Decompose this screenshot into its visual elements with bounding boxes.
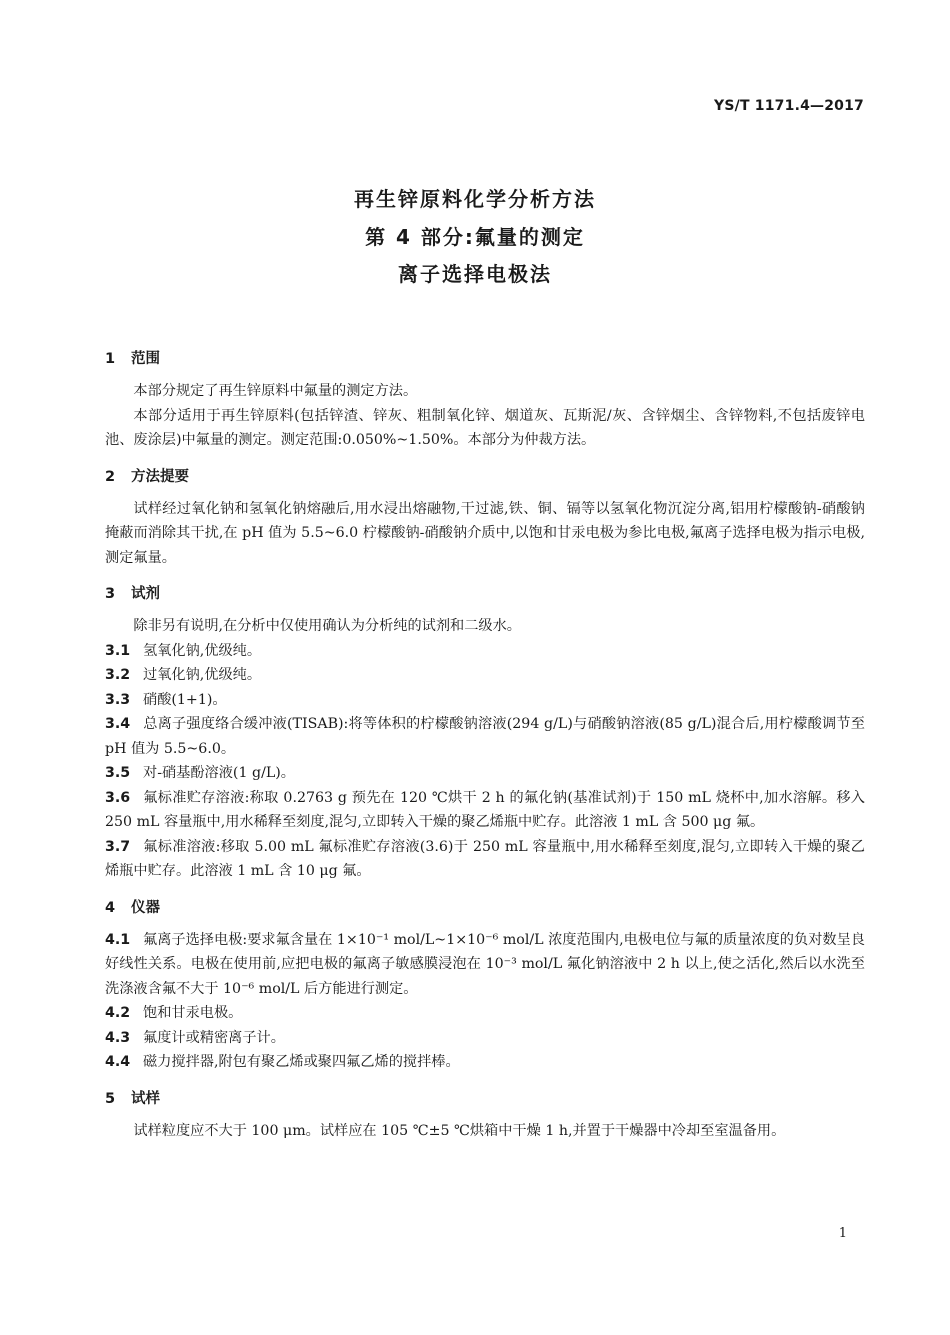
section-number: 4 [105, 899, 116, 916]
section-number: 5 [105, 1090, 116, 1107]
clause-text: 硝酸(1+1)。 [143, 691, 227, 708]
clause-4-4 [105, 1050, 865, 1075]
clause-3-5 [105, 761, 865, 786]
standard-code: YS/T 1171.4—2017 [714, 98, 864, 114]
clause-3-1 [105, 639, 865, 664]
clause-text: 对-硝基酚溶液(1 g/L)。 [143, 765, 295, 781]
section-number: 1 [105, 351, 116, 367]
clause-number: 4.4 [105, 1054, 131, 1070]
section-1-heading [105, 347, 865, 371]
clause-number: 3.5 [105, 765, 131, 781]
section-title: 范围 [131, 351, 160, 367]
clause-number: 4.3 [105, 1029, 131, 1046]
clause-text: 总离子强度络合缓冲液(TISAB):将等体积的柠檬酸钠溶液(294 g/L)与硝酸钠溶液(85 g/L)混合后,用柠檬酸调节至 pH 值为 5.5~6.0。 [105, 716, 865, 757]
section-3-heading [105, 582, 865, 606]
clause-number: 3.2 [105, 667, 131, 683]
clause-4-1 [105, 928, 865, 1002]
section-title: 试剂 [131, 586, 160, 602]
clause-text: 氟离子选择电极:要求氟含量在 1×10⁻¹ mol/L~1×10⁻⁶ mol/L 浓度范围内,电极电位与氟的质量浓度的负对数呈良好线性关系。电极在使用前,应把电极的氟离子敏感膜浸泡在 10⁻³ mol/L 氟化钠溶液中 2 h 以上,使之活化,然后以水洗至洗涤液含氟不大于 10⁻⁶ mol/L 后方能进行测定。 [105, 931, 865, 997]
paragraph: 除非另有说明,在分析中仅使用确认为分析纯的试剂和二级水。 [133, 618, 521, 634]
clause-text: 氟标准溶液:移取 5.00 mL 氟标准贮存溶液(3.6)于 250 mL 容量瓶中,用水稀释至刻度,混匀,立即转入干燥的聚乙烯瓶中贮存。此溶液 1 mL 含 10 μg 氟。 [105, 838, 865, 879]
clause-3-7 [105, 835, 865, 884]
clause-text: 饱和甘汞电极。 [143, 1005, 243, 1021]
clause-number: 3.3 [105, 691, 131, 708]
clause-3-3 [105, 688, 865, 713]
clause-3-6 [105, 786, 865, 835]
section-5-heading [105, 1087, 865, 1111]
clause-text: 过氧化钠,优级纯。 [143, 667, 262, 683]
paragraph: 本部分规定了再生锌原料中氟量的测定方法。 [133, 383, 418, 399]
section-title: 仪器 [131, 899, 160, 916]
clause-4-3 [105, 1026, 865, 1051]
section-2-heading [105, 465, 865, 489]
section-number: 2 [105, 468, 116, 485]
page-number: 1 [838, 1226, 847, 1241]
section-title: 方法提要 [131, 468, 189, 485]
clause-3-2 [105, 663, 865, 688]
document-body [105, 347, 865, 1143]
clause-text: 磁力搅拌器,附包有聚乙烯或聚四氟乙烯的搅拌棒。 [143, 1054, 460, 1070]
paragraph: 试样经过氧化钠和氢氧化钠熔融后,用水浸出熔融物,干过滤,铁、铜、镉等以氢氧化物沉淀分离,铝用柠檬酸钠-硝酸钠掩蔽而消除其干扰,在 pH 值为 5.5~6.0 柠檬酸钠-硝酸钠介质中,以饱和甘汞电极为参比电极,氟离子选择电极为指示电极,测定氟量。 [105, 500, 865, 566]
clause-number: 4.1 [105, 931, 131, 948]
clause-number: 4.2 [105, 1005, 131, 1021]
paragraph: 本部分适用于再生锌原料(包括锌渣、锌灰、粗制氧化锌、烟道灰、瓦斯泥/灰、含锌烟尘、含锌物料,不包括废锌电池、废涂层)中氟量的测定。测定范围:0.050%~1.50%。本部分为仲裁方法。 [105, 407, 865, 448]
clause-number: 3.6 [105, 789, 131, 806]
clause-number: 3.7 [105, 838, 131, 855]
clause-number: 3.1 [105, 642, 131, 659]
clause-text: 氟度计或精密离子计。 [143, 1029, 285, 1046]
clause-text: 氟标准贮存溶液:称取 0.2763 g 预先在 120 ℃烘干 2 h 的氟化钠(基准试剂)于 150 mL 烧杯中,加水溶解。移入 250 mL 容量瓶中,用水稀释至刻度,混匀,立即转入干燥的聚乙烯瓶中贮存。此溶液 1 mL 含 500 μg 氟。 [105, 789, 865, 830]
clause-number: 3.4 [105, 716, 131, 732]
section-title: 试样 [131, 1090, 160, 1107]
section-number: 3 [105, 586, 116, 602]
doc-title-line2: 第 4 部分:氟量的测定 [365, 225, 585, 249]
doc-title-line3: 离子选择电极法 [398, 262, 552, 286]
paragraph: 试样粒度应不大于 100 μm。试样应在 105 ℃±5 ℃烘箱中干燥 1 h,并置于干燥器中冷却至室温备用。 [133, 1122, 786, 1139]
clause-text: 氢氧化钠,优级纯。 [143, 642, 262, 659]
section-4-heading [105, 896, 865, 920]
clause-3-4 [105, 712, 865, 761]
clause-4-2 [105, 1001, 865, 1026]
doc-title-line1: 再生锌原料化学分析方法 [354, 187, 596, 211]
